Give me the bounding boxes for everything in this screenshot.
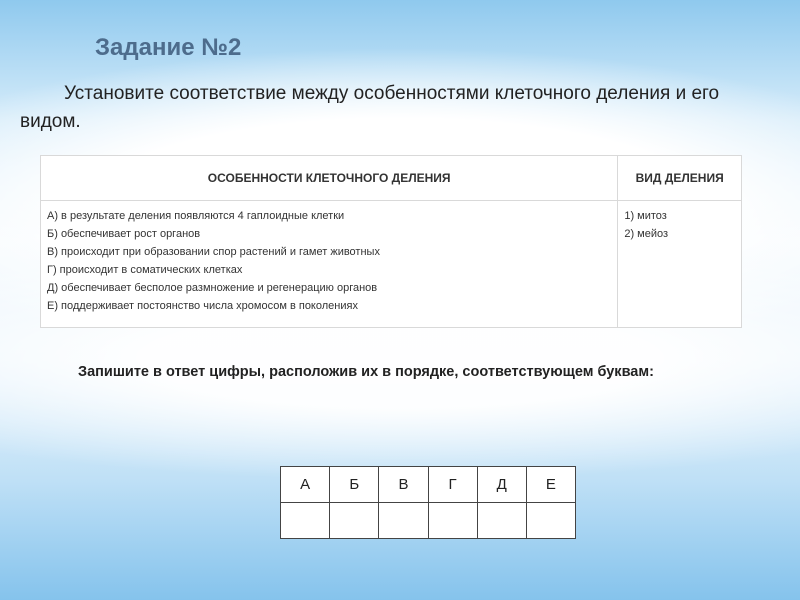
- answer-cell-e[interactable]: [526, 503, 575, 539]
- answer-cell-a[interactable]: [281, 503, 330, 539]
- answer-cell-d[interactable]: [477, 503, 526, 539]
- answer-letter-b: Б: [330, 467, 379, 503]
- feature-item-v: В) происходит при образовании спор растений и гамет животных: [47, 246, 380, 258]
- answer-instruction: Запишите в ответ цифры, расположив их в порядке, соответствующем буквам:: [78, 364, 654, 380]
- feature-item-d: Д) обеспечивает бесполое размножение и регенерацию органов: [47, 282, 378, 294]
- matching-table-body-row: [41, 201, 742, 328]
- answer-letter-e: Е: [526, 467, 575, 503]
- division-type-meiosis: 2) мейоз: [624, 228, 669, 240]
- answer-letter-a: А: [281, 467, 330, 503]
- division-type-mitosis: 1) митоз: [624, 210, 667, 222]
- answer-letters-row: [281, 467, 576, 503]
- task-title: Задание №2: [95, 34, 242, 61]
- division-types-cell: [618, 201, 742, 328]
- features-cell: [41, 201, 618, 328]
- answer-letter-d: Д: [477, 467, 526, 503]
- matching-table-header-row: [41, 156, 742, 201]
- division-type-column-header: ВИД ДЕЛЕНИЯ: [618, 156, 742, 201]
- matching-table: [40, 155, 742, 328]
- answer-cell-v[interactable]: [379, 503, 428, 539]
- answer-digits-row: [281, 503, 576, 539]
- feature-item-b: Б) обеспечивает рост органов: [47, 228, 201, 240]
- answer-table: [280, 466, 576, 539]
- answer-letter-v: В: [379, 467, 428, 503]
- feature-item-a: А) в результате деления появляются 4 гаплоидные клетки: [47, 210, 345, 222]
- feature-item-e: Е) поддерживает постоянство числа хромосом в поколениях: [47, 300, 358, 312]
- task-instruction: Установите соответствие между особенностями клеточного деления и его видом.: [20, 83, 720, 132]
- feature-item-g: Г) происходит в соматических клетках: [47, 264, 243, 276]
- answer-letter-g: Г: [428, 467, 477, 503]
- features-column-header: ОСОБЕННОСТИ КЛЕТОЧНОГО ДЕЛЕНИЯ: [41, 156, 618, 201]
- answer-cell-b[interactable]: [330, 503, 379, 539]
- answer-cell-g[interactable]: [428, 503, 477, 539]
